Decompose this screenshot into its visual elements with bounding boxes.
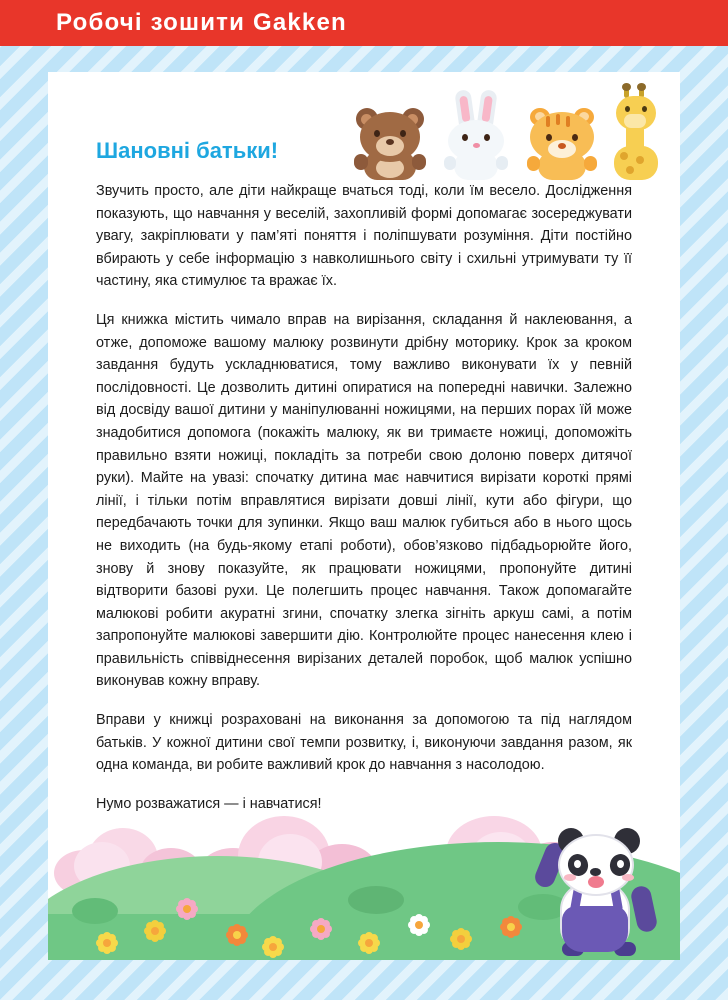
bunny-icon xyxy=(440,90,512,180)
panda-mascot xyxy=(538,824,658,956)
teddy-bear-icon xyxy=(352,106,428,180)
bush-1 xyxy=(72,898,118,924)
paragraph-4: Нумо розважатися — і навчатися! xyxy=(96,795,322,812)
page-title: Шановні батьки! xyxy=(96,138,279,163)
flower-orange-1 xyxy=(226,924,248,946)
bush-2 xyxy=(348,886,404,914)
paragraph-1: Звучить просто, але діти найкраще вчаться тоді, коли їм весело. Дослідження показують, що навчання у веселій, захопливій формі допомагає зосереджувати увагу, закріплювати у пам’яті поняття і поліпшувати розуміння. Діти постійно вбирають у себе інформацію з навколишнього світу і схильні утримувати ту її частину, яка стимулює та вражає їх. xyxy=(96,183,632,290)
bottom-illustration xyxy=(48,800,680,960)
paragraph-3: Вправи у книжці розраховані на виконання за допомогою та під наглядом батьків. У кожної дитини свої темпи розвитку, і, виконуючи завдання разом, як одна команда, ви робите важливий крок до навчання з насолодою. xyxy=(96,712,632,774)
flower-yellow-3 xyxy=(262,936,284,958)
flower-pink-1 xyxy=(310,918,332,940)
paragraph-2: Ця книжка містить чимало вправ на вирізання, складання й наклеювання, а отже, допоможе вашому малюку розвинути дрібну моторику. Крок за кроком завдання будуть ускладнюватися, тому важливо виконувати їх у певній послідовності. Це дозволить дитині опиратися на попередні навички. Залежно від досвіду вашої дитини у маніпулюванні ножицями, на перших порах їй може знадобитися допомога (покажіть малюку, як ви тримаєте ножиці, допоможіть правильно взяти ножиці, покладіть за потреби свою долоню поверх дитячої руки). Майте на увазі: спочатку дитина має навчитися вирізати короткі прямі лінії, і тільки потім вправлятися вирізати довші лінії, кути або фігури, що передбачають точки для зупинки. Якщо ваш малюк губиться або в нього щось не виходить (на будь-якому етапі роботи), обов’язково підбадьорюйте його, знову й знову показуйте, як працювати ножицями, пропонуйте дитині відтворити базові рухи. Це полегшить процес навчання. Також допомагайте малюкові робити акуратні згини, спочатку злегка зігніть аркуш самі, а потім запропонуйте малюкові завершити дію. Контролюйте процес нанесення клею і правильність співвіднесення вирізаних деталей поробок, щоб малюк успішно виконував кожну вправу. xyxy=(96,311,632,690)
flower-yellow-5 xyxy=(450,928,472,950)
body-text xyxy=(96,180,632,815)
flower-yellow-1 xyxy=(96,932,118,954)
flower-yellow-4 xyxy=(358,932,380,954)
tiger-icon xyxy=(524,104,600,180)
flower-pink-2 xyxy=(176,898,198,920)
flower-white-1 xyxy=(408,914,430,936)
giraffe-icon xyxy=(606,88,666,180)
toys-illustration xyxy=(344,84,664,180)
flower-yellow-2 xyxy=(144,920,166,942)
header-title: Робочі зошити Gakken xyxy=(56,9,347,36)
flower-orange-2 xyxy=(500,916,522,938)
header-bar xyxy=(0,0,728,46)
content-card xyxy=(48,72,680,960)
